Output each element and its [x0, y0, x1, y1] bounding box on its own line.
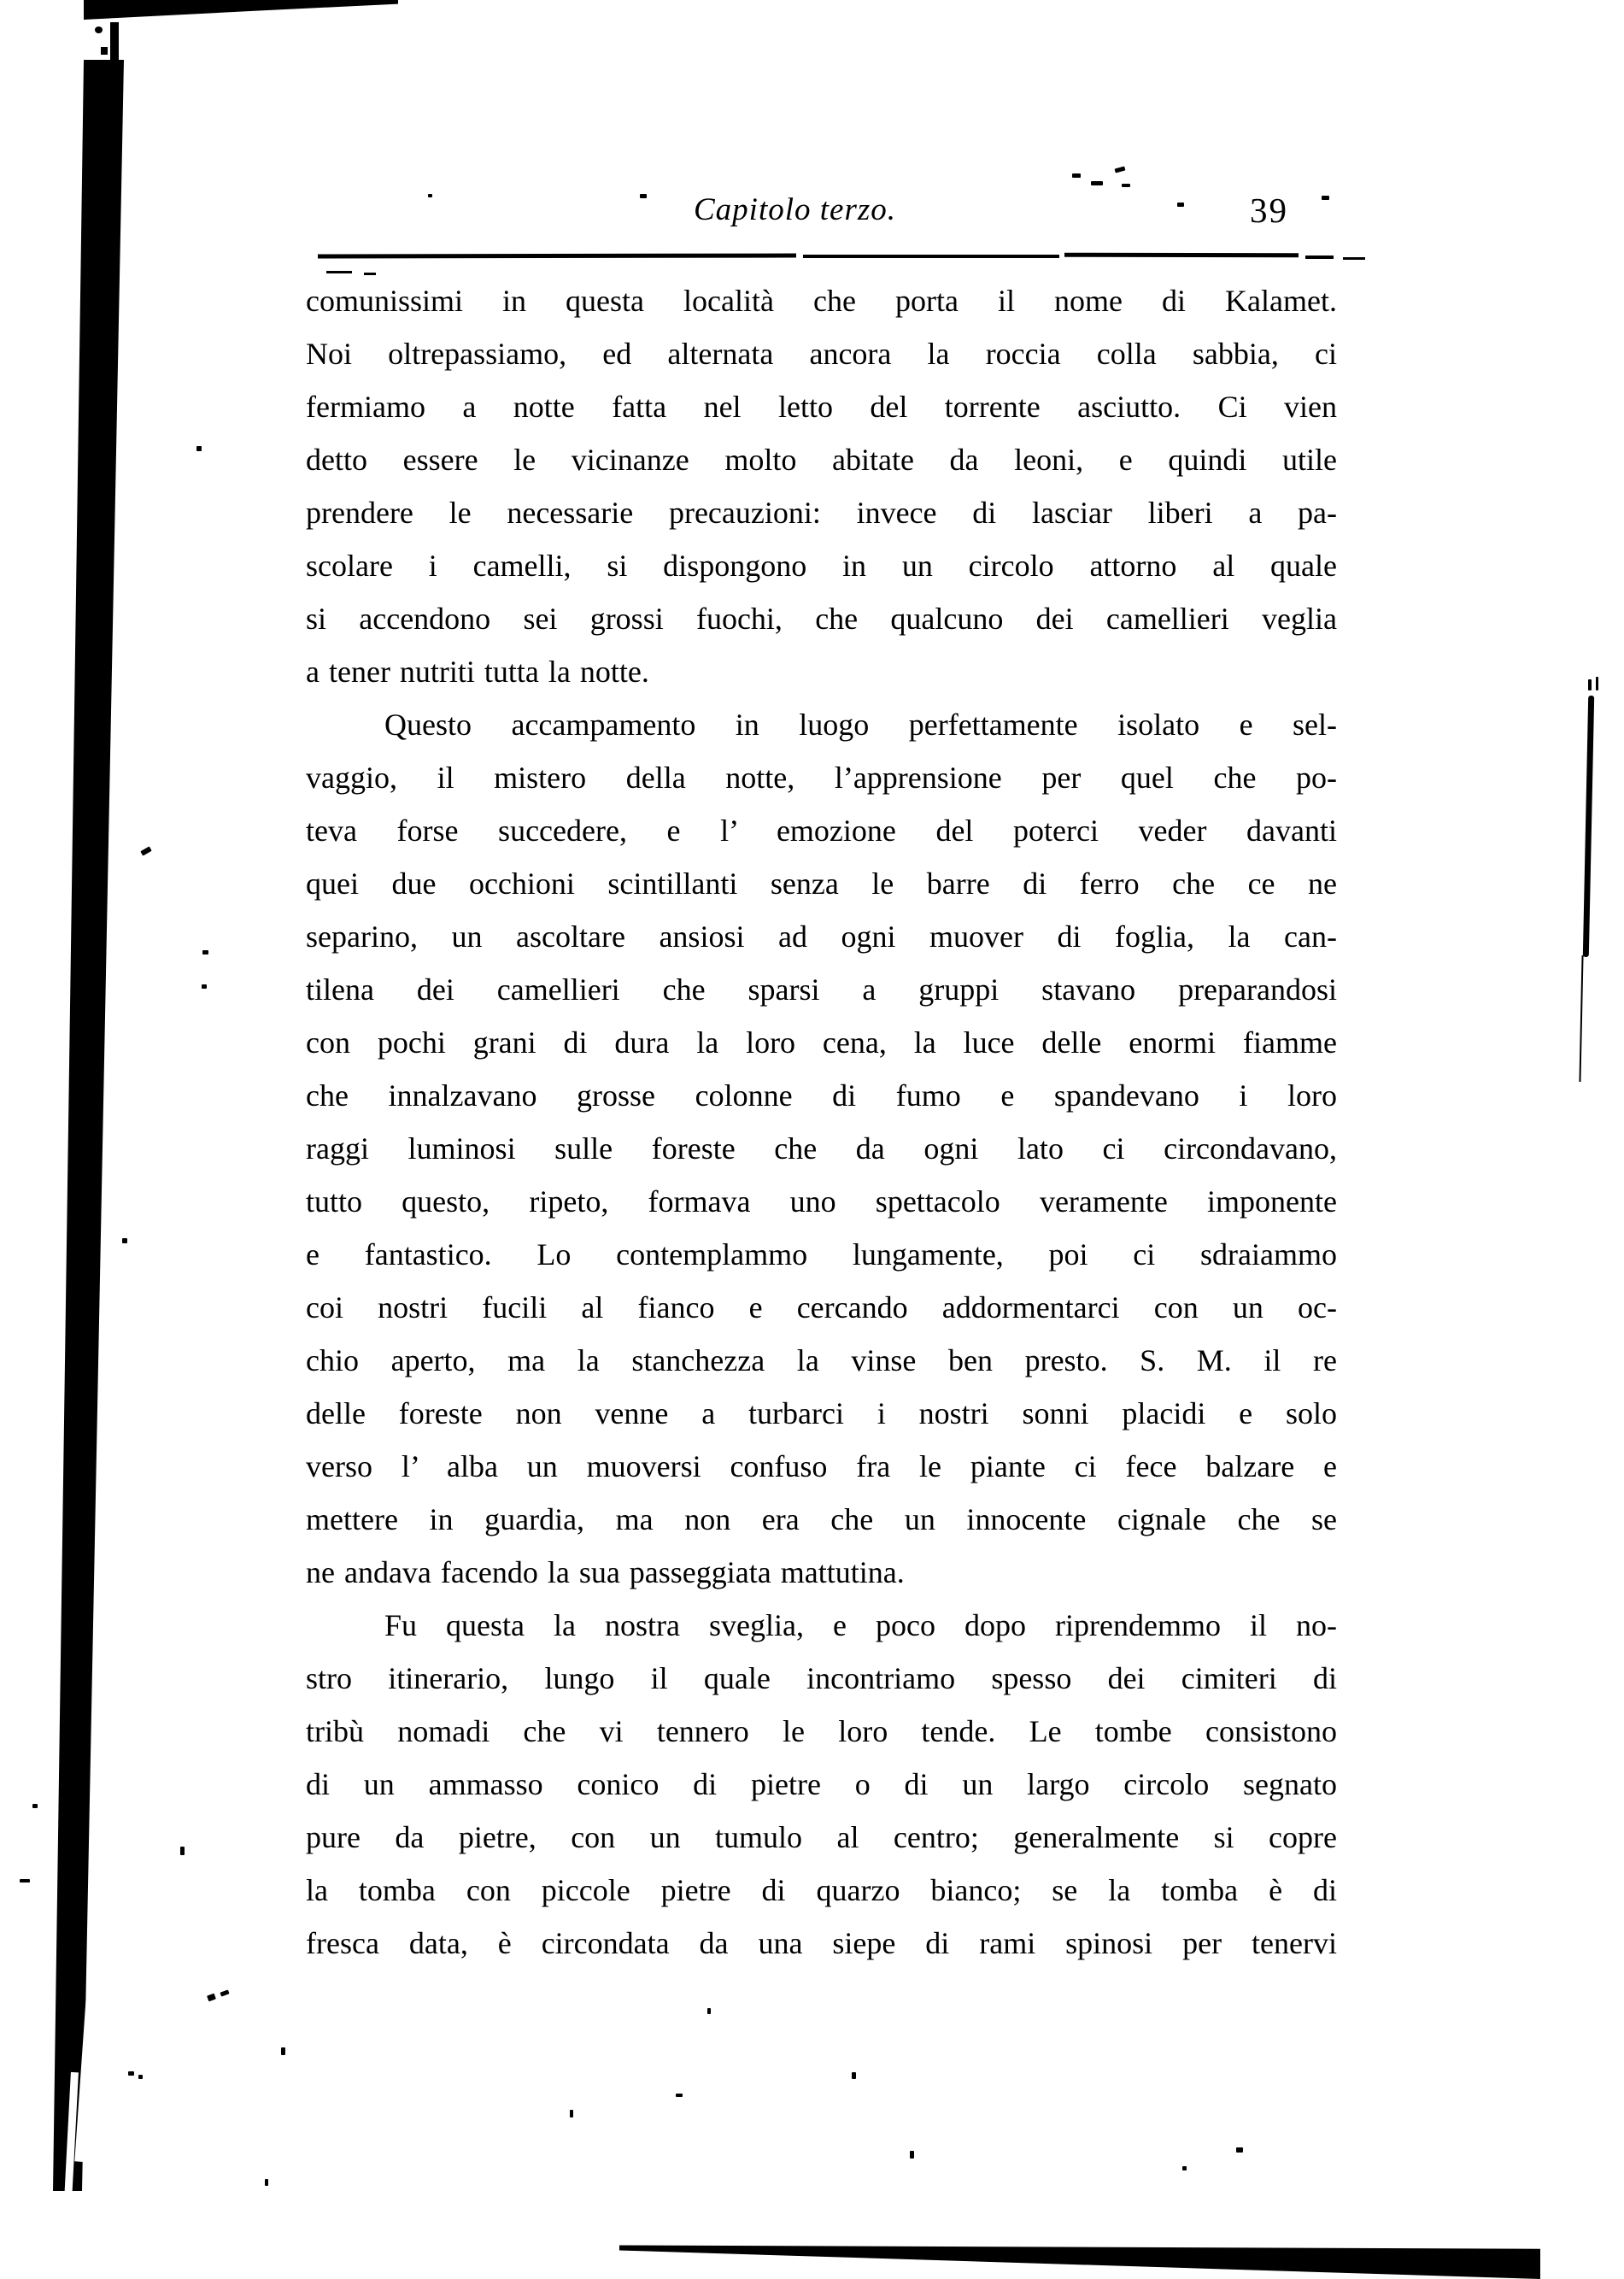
text-line: chio aperto, ma la stanchezza la vinse ben presto. S. M. il re: [306, 1343, 1337, 1377]
scan-speck: [265, 2179, 268, 2186]
scan-speck: [676, 2094, 683, 2097]
body-text: [306, 274, 1337, 1970]
paragraph: [306, 698, 1337, 1599]
text-line: di un ammasso conico di pietre o di un largo circolo segnato: [306, 1767, 1337, 1801]
scan-speck: [196, 446, 202, 451]
scan-speck: [1072, 173, 1081, 178]
text-line: vaggio, il mistero della notte, l’apprensione per quel che po-: [306, 761, 1337, 795]
scan-artifact: [95, 26, 103, 33]
text-line: scolare i camelli, si dispongono in un circolo attorno al quale: [306, 549, 1337, 583]
text-line: raggi luminosi sulle foreste che da ogni lato ci circondavano,: [306, 1131, 1337, 1166]
text-line: a tener nutriti tutta la notte.: [306, 655, 649, 689]
scan-speck: [20, 1879, 30, 1883]
text-line: comunissimi in questa località che porta il nome di Kalamet.: [306, 284, 1337, 318]
scan-speck: [128, 2071, 134, 2076]
scan-speck: [202, 950, 208, 954]
running-header-chapter-title: Capitolo terzo.: [694, 192, 897, 227]
text-line: Questo accampamento in luogo perfettamente isolato e sel-: [384, 708, 1337, 742]
scan-speck: [428, 194, 432, 197]
header-rule: [803, 255, 1059, 258]
scan-speck: [180, 1847, 185, 1855]
scan-speck: [1177, 203, 1184, 207]
scan-speck: [1322, 196, 1329, 200]
scan-speck: [707, 2008, 711, 2014]
text-line: verso l’ alba un muoversi confuso fra le piante ci fece balzare e: [306, 1449, 1337, 1483]
text-line: la tomba con piccole pietre di quarzo bianco; se la tomba è di: [306, 1873, 1337, 1907]
scan-artifact-right-line: [1583, 696, 1594, 957]
text-line: e fantastico. Lo contemplammo lungamente, poi ci sdraiammo: [306, 1237, 1337, 1272]
scan-speck: [220, 1989, 229, 1996]
scan-speck: [1236, 2147, 1243, 2153]
paragraph: [306, 1599, 1337, 1970]
text-line: quei due occhioni scintillanti senza le barre di ferro che ce ne: [306, 866, 1337, 901]
scan-artifact: [1596, 677, 1598, 690]
scan-artifact: [1588, 679, 1592, 690]
text-line: si accendono sei grossi fuochi, che qualcuno dei camellieri veglia: [306, 602, 1337, 636]
text-line: ne andava facendo la sua passeggiata mattutina.: [306, 1555, 905, 1589]
text-line: fresca data, è circondata da una siepe di rami spinosi per tenervi: [306, 1926, 1337, 1960]
scan-speck: [1182, 2166, 1187, 2170]
text-line: detto essere le vicinanze molto abitate da leoni, e quindi utile: [306, 443, 1337, 477]
paragraph: [306, 274, 1337, 698]
text-line: che innalzavano grosse colonne di fumo e spandevano i loro: [306, 1078, 1337, 1113]
scan-speck: [140, 846, 151, 855]
scan-speck: [32, 1804, 38, 1808]
scan-artifact-top-wedge: [84, 0, 398, 20]
scan-speck: [570, 2110, 573, 2117]
text-line: tilena dei camellieri che sparsi a gruppi stavano preparandosi: [306, 972, 1337, 1007]
text-line: fermiamo a notte fatta nel letto del torrente asciutto. Ci vien: [306, 390, 1337, 424]
text-line: Noi oltrepassiamo, ed alternata ancora la roccia colla sabbia, ci: [306, 337, 1337, 371]
scan-speck: [1122, 184, 1130, 187]
text-line: tutto questo, ripeto, formava uno spettacolo veramente imponente: [306, 1184, 1337, 1219]
scan-speck: [1091, 181, 1103, 185]
text-line: coi nostri fucili al fianco e cercando addormentarci con un oc-: [306, 1290, 1337, 1325]
scan-speck: [281, 2047, 285, 2055]
scan-speck: [852, 2072, 856, 2079]
text-line: mettere in guardia, ma non era che un innocente cignale che se: [306, 1502, 1337, 1536]
scan-speck: [122, 1238, 127, 1243]
scan-artifact: [101, 47, 108, 55]
header-rule: [326, 271, 352, 273]
scan-speck: [640, 194, 647, 198]
text-line: tribù nomadi che vi tennero le loro tende. Le tombe consistono: [306, 1714, 1337, 1748]
text-line: teva forse succedere, e l’ emozione del poterci veder davanti: [306, 814, 1337, 848]
scan-speck: [85, 742, 92, 749]
scan-speck: [202, 984, 207, 989]
scan-artifact: [1579, 955, 1583, 1082]
text-line: pure da pietre, con un tumulo al centro; generalmente si copre: [306, 1820, 1337, 1854]
scan-artifact-bottom-wedge: [619, 2242, 1540, 2279]
page-number: 39: [1250, 191, 1288, 230]
header-rule: [1064, 253, 1299, 258]
scan-speck: [1115, 167, 1126, 173]
scan-speck: [138, 2075, 143, 2079]
header-rule: [1343, 257, 1365, 260]
text-line: con pochi grani di dura la loro cena, la luce delle enormi fiamme: [306, 1025, 1337, 1060]
text-line: separino, un ascoltare ansiosi ad ogni muover di foglia, la can-: [306, 919, 1337, 954]
header-rule: [1305, 256, 1334, 259]
text-line: stro itinerario, lungo il quale incontriamo spesso dei cimiteri di: [306, 1661, 1337, 1695]
header-rule: [318, 254, 796, 259]
scan-speck: [910, 2151, 914, 2159]
scan-speck: [207, 1994, 216, 2002]
text-line: Fu questa la nostra sveglia, e poco dopo riprendemmo il no-: [384, 1608, 1337, 1642]
scan-artifact-left-bar: [48, 60, 126, 2191]
text-line: delle foreste non venne a turbarci i nostri sonni placidi e solo: [306, 1396, 1337, 1430]
text-line: prendere le necessarie precauzioni: invece di lasciar liberi a pa-: [306, 496, 1337, 530]
